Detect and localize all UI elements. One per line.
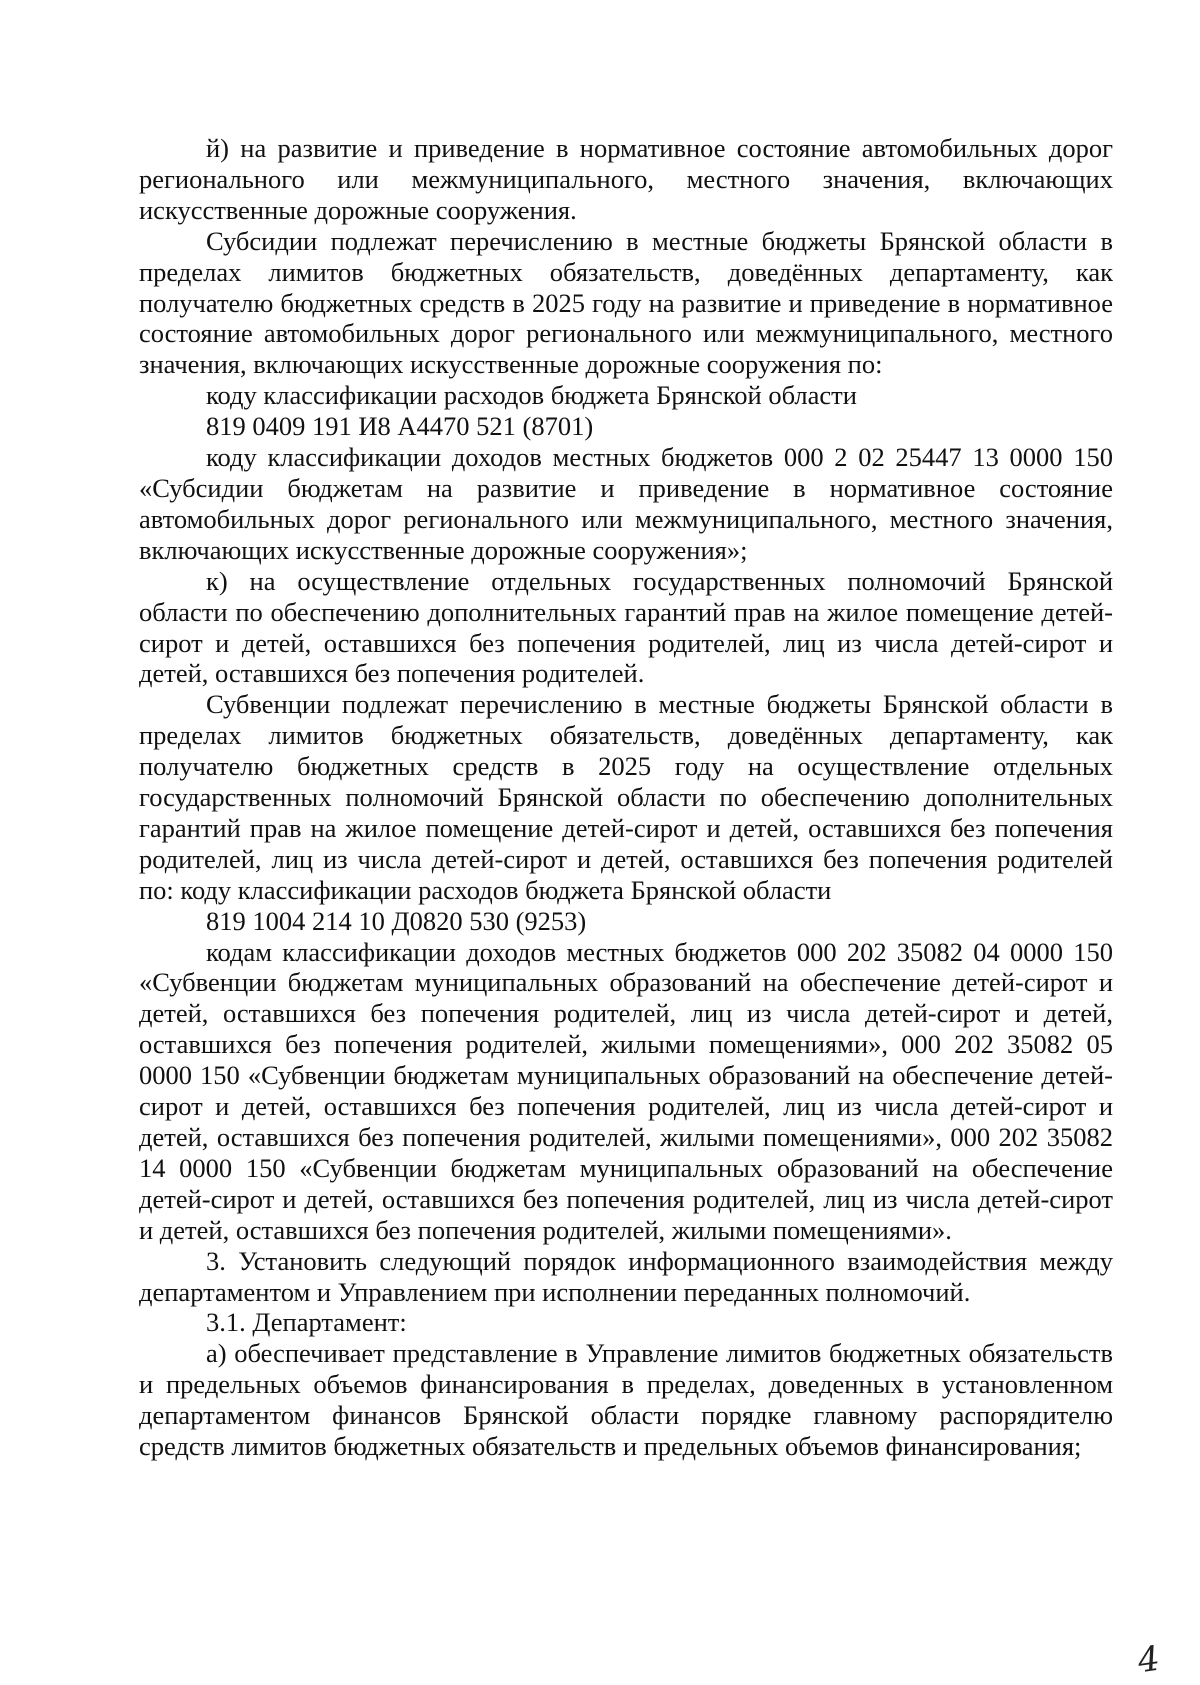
page-number: 4 [1135, 1638, 1163, 1682]
document-body [139, 133, 1113, 1462]
paragraph-item-a: а) обеспечивает представление в Управление лимитов бюджетных обязательств и предельных объемов финансирования в пределах, доведенных в установленном департаментом финансов Брянской области порядке главному распорядителю средств лимитов бюджетных обязательств и предельных объемов финансирования; [139, 1338, 1113, 1462]
paragraph-subsidies: Субсидии подлежат перечислению в местные бюджеты Брянской области в пределах лимитов бюджетных обязательств, доведённых департаменту, как получателю бюджетных средств в 2025 году на развитие и приведение в нормативное состояние автомобильных дорог регионального или межмуниципального, местного значения, включающих искусственные дорожные сооружения по: [139, 225, 1113, 380]
paragraph-item-y: й) на развитие и приведение в нормативное состояние автомобильных дорог регионального или межмуниципального, местного значения, включающих искусственные дорожные сооружения. [139, 133, 1113, 225]
paragraph-subventions: Субвенции подлежат перечислению в местные бюджеты Брянской области в пределах лимитов бюджетных обязательств, доведённых департаменту, как получателю бюджетных средств в 2025 году на осуществление отдельных государственных полномочий Брянской области по обеспечению дополнительных гарантий прав на жилое помещение детей-сирот и детей, оставшихся без попечения родителей, лиц из числа детей-сирот и детей, оставшихся без попечения родителей по: коду классификации расходов бюджета Брянской области [139, 689, 1113, 905]
expense-code-2: 819 1004 214 10 Д0820 530 (9253) [206, 905, 587, 936]
paragraph-item-k: к) на осуществление отдельных государственных полномочий Брянской области по обеспечению дополнительных гарантий прав на жилое помещение детей-сирот и детей, оставшихся без попечения родителей, лиц из числа детей-сирот и детей, оставшихся без попечения родителей. [139, 565, 1113, 689]
expense-code-1: 819 0409 191 И8 А4470 521 (8701) [206, 411, 594, 442]
paragraph-income-codes-2: кодам классификации доходов местных бюджетов 000 202 35082 04 0000 150 «Субвенции бюджетам муниципальных образований на обеспечение детей-сирот и детей, оставшихся без попечения родителей, лиц из числа детей-сирот и детей, оставшихся без попечения родителей, жилыми помещениями», 000 202 35082 05 0000 150 «Субвенции бюджетам муниципальных образований на обеспечение детей-сирот и детей, оставшихся без попечения родителей, лиц из числа детей-сирот и детей, оставшихся без попечения родителей, жилыми помещениями», 000 202 35082 14 0000 150 «Субвенции бюджетам муниципальных образований на обеспечение детей-сирот и детей, оставшихся без попечения родителей, лиц из числа детей-сирот и детей, оставшихся без попечения родителей, жилыми помещениями». [139, 936, 1113, 1245]
paragraph-expense-code-label: коду классификации расходов бюджета Брянской области [206, 380, 857, 411]
paragraph-income-code-1: коду классификации доходов местных бюджетов 000 2 02 25447 13 0000 150 «Субсидии бюджетам на развитие и приведение в нормативное состояние автомобильных дорог регионального или межмуниципального, местного значения, включающих искусственные дорожные сооружения»; [139, 442, 1113, 565]
paragraph-section-3-1: 3.1. Департамент: [206, 1307, 407, 1338]
paragraph-section-3: 3. Установить следующий порядок информационного взаимодействия между департаментом и Управлением при исполнении переданных полномочий. [139, 1245, 1113, 1307]
